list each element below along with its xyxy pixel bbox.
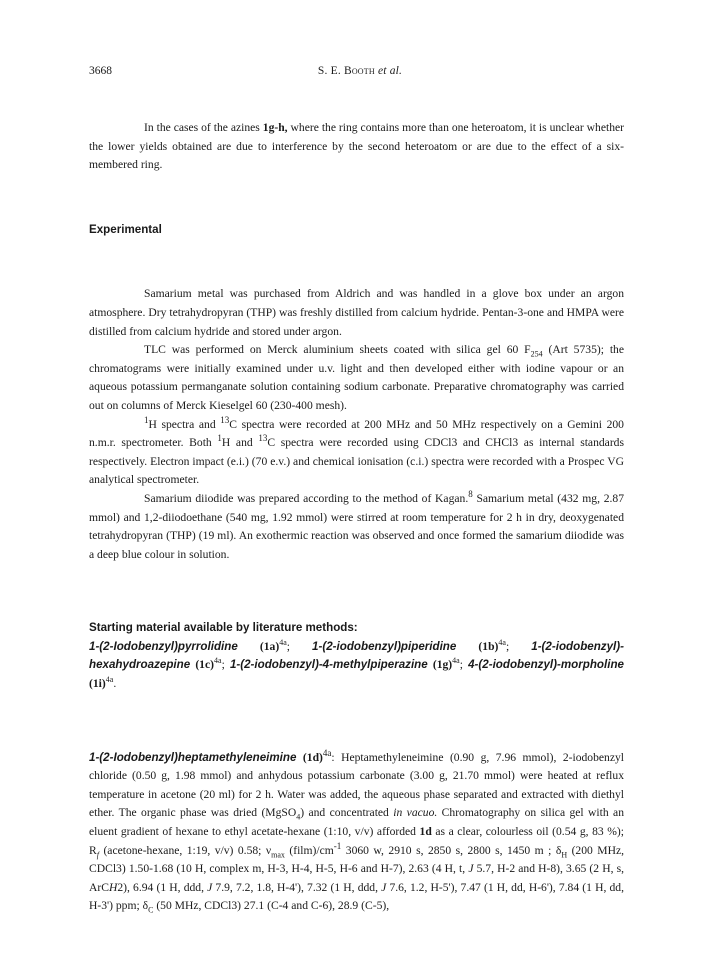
italic-text: in vacuo. — [393, 806, 438, 820]
text-run: as a clear, colourless oil (0.54 g, 83 %); R — [89, 825, 624, 857]
reference-superscript: 4a — [452, 656, 460, 666]
experimental-heading: Experimental — [89, 222, 162, 236]
text-run: Samarium metal (432 mg, 2.87 mmol) and 1,2-diiodoethane (540 mg, 1.92 mmol) were stirred at room temperature for 2 h in dry, deoxygenated tetrahydropyran (THP) (19 ml). An exothermic reaction was observed and once formed the samarium diiodide was a deep blue colour in solution. — [89, 491, 624, 561]
compound-ref: 1d — [419, 825, 432, 839]
compound-name: 1-(2-iodobenzyl)-hexahydroazepine — [89, 639, 624, 672]
italic-text: H — [108, 880, 118, 894]
text-run: Chromatography on silica gel with an eluent gradient of hexane to ethyl acetate-hexane (1:10, v/v) afforded — [89, 806, 625, 839]
text-run: TLC was performed on Merck aluminium sheets coated with silica gel 60 F — [144, 343, 531, 357]
compound-name: 1-(2-iodobenzyl)-4-methylpiperazine — [229, 658, 428, 672]
reference-superscript: 4a — [279, 638, 287, 648]
compound-name: 1-(2-iodobenzyl)piperidine — [312, 639, 457, 653]
body-text — [89, 119, 624, 916]
text-run: (Art 5735); the chromatograms were initially examined under u.v. light and then developed either with iodine vapour or an aqueous potassium permanganate solution containing sodium carbonate. Preparative chromatography was carried out on columns of Merck Kieselgel 60 (230-400 mesh). — [89, 343, 624, 412]
text-run: 7.9, 7.2, 1.8, H-4'), 7.32 (1 H, ddd, — [212, 880, 382, 894]
reference-superscript: 4a — [105, 675, 114, 685]
text-run: 5.7, H-2 and H-8), 3.65 (2 H, s, ArC — [89, 862, 624, 894]
text-run: (200 MHz, CDCl3) 1.50-1.68 (10 H, complex m, H-3, H-4, H-5, H-6 and H-7), 2.63 (4 H, t, — [89, 843, 625, 876]
subscript: 4 — [296, 812, 301, 822]
text-run: 2), 6.94 (1 H, ddd, — [117, 880, 208, 894]
text-run: (acetone-hexane, 1:19, v/v) 0.58; ν — [98, 843, 272, 857]
compound-name: 4-(2-iodobenzyl)-morpholine — [468, 658, 624, 672]
diiodide-paragraph — [89, 490, 624, 564]
text-run: : Heptamethyleneimine (0.90 g, 7.96 mmol), 2-iodobenzyl chloride (0.50 g, 1.98 mmol) and anhydous potassium carbonate (3.00 g, 21.70 mmol) were heated at reflux temperature in acetone (20 ml) for 2 h. Water was added, the aqueous phase separated and extracted with diethyl ether. The organic phase was dried (MgSO — [89, 750, 624, 820]
compound-id: (1d) — [296, 750, 323, 764]
author-names: S. E. Booth — [317, 65, 375, 77]
subscript: C — [148, 905, 154, 915]
intro-paragraph — [89, 119, 624, 175]
compound-id: (1a) — [237, 639, 280, 653]
superscript: 13 — [258, 433, 268, 444]
running-header — [0, 62, 720, 80]
running-head-authors — [0, 62, 720, 81]
starting-material-list — [89, 638, 624, 694]
subscript: H — [561, 849, 568, 859]
reference-superscript: 4a — [214, 656, 222, 666]
tlc-paragraph — [89, 341, 624, 415]
compound-id: (1b) — [456, 639, 499, 653]
text-run: In the cases of the azines — [144, 121, 263, 134]
compound-id: (1g) — [427, 658, 453, 672]
separator: ; — [459, 658, 469, 672]
separator: ; — [221, 658, 230, 672]
subscript: max — [271, 849, 285, 859]
separator: . — [113, 677, 117, 691]
compound-name: 1-(2-Iodobenzyl)pyrrolidine — [89, 639, 238, 653]
text-run: C spectra were recorded at 200 MHz and 50 MHz respectively on a Gemini 200 n.m.r. spectrometer. Both — [89, 417, 624, 450]
superscript: -1 — [333, 840, 342, 851]
superscript: 13 — [220, 414, 230, 425]
italic-text: J — [468, 862, 474, 876]
text-run: (50 MHz, CDCl3) 27.1 (C-4 and C-6), 28.9 (C-5), — [153, 899, 390, 913]
subscript: f — [96, 849, 99, 859]
compound-id: (1c) — [190, 658, 214, 672]
text-run: ) and concentrated — [300, 806, 394, 820]
text-run: where the ring contains more than one heteroatom, it is unclear whether the lower yields obtained are due to interference by the second heteroatom or are due to the effect of a six-membered ring. — [89, 121, 624, 172]
italic-text: J — [207, 880, 213, 894]
et-al: et al. — [377, 65, 403, 77]
text-run: Samarium diiodide was prepared according to the method of Kagan. — [144, 491, 469, 505]
reference-superscript: 4a — [322, 747, 332, 758]
text-run: 7.6, 1.2, H-5'), 7.47 (1 H, dd, H-6'), 7.84 (1 H, dd, H-3') ppm; δ — [89, 880, 624, 913]
compound-name: 1-(2-Iodobenzyl)heptamethyleneimine — [89, 750, 297, 764]
page-number: 3668 — [89, 65, 112, 77]
separator: ; — [286, 639, 313, 653]
text-run: H spectra and — [148, 417, 221, 431]
text-run: (film)/cm — [284, 843, 334, 857]
nmr-paragraph — [89, 416, 624, 490]
text-run: C spectra were recorded using CDCl3 and CHCl3 as internal standards respectively. Electron impact (e.i.) (70 e.v.) and chemical ionisation (c.i.) spectra were recorded with a Prospec VG analytical spectrometer. — [89, 436, 624, 487]
starting-material-heading: Starting material available by literature methods: — [89, 621, 358, 635]
text-run: H and — [221, 436, 259, 450]
italic-text: J — [381, 880, 387, 894]
compound-ref: 1g-h, — [262, 121, 288, 134]
samarium-metal-paragraph: Samarium metal was purchased from Aldrich and was handled in a glove box under an argon atmosphere. Dry tetrahydropyran (THP) was freshly distilled from calcium hydride. Pentan-3-one and HMPA were distilled from calcium hydride and stored under argon. — [89, 287, 624, 338]
superscript: 1 — [217, 433, 222, 444]
reference-superscript: 8 — [468, 489, 473, 500]
separator: ; — [505, 639, 532, 653]
compound-id: (1i) — [89, 677, 106, 691]
text-run: 3060 w, 2910 s, 2850 s, 2800 s, 1450 m ; δ — [341, 843, 562, 857]
reference-superscript: 4a — [498, 638, 506, 648]
subscript: 254 — [530, 349, 543, 359]
compound-1d-paragraph — [89, 749, 624, 916]
superscript: 1 — [144, 414, 149, 425]
